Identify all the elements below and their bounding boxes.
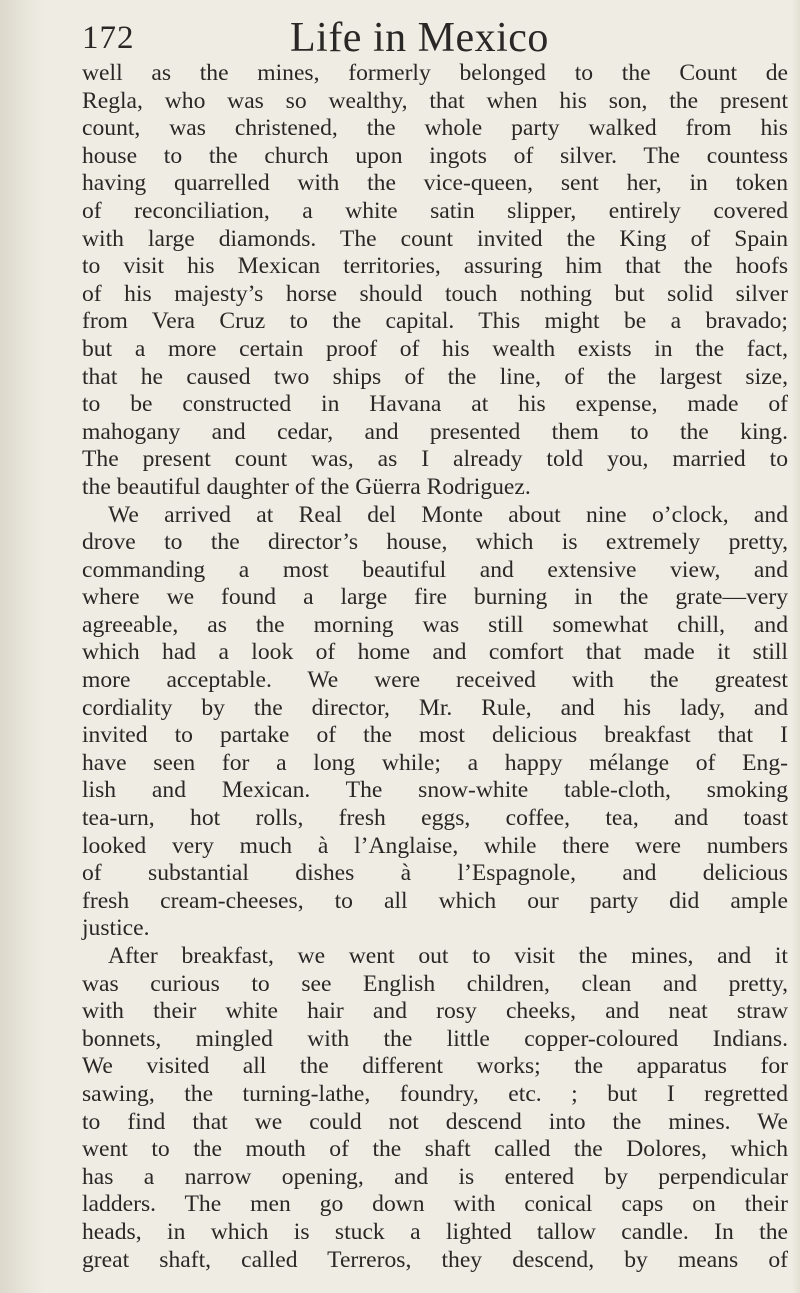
paragraph-start-line: After breakfast, we went out to visit the mines, and it: [108, 943, 788, 969]
text-line: house to the church upon ingots of silver. The countess: [82, 142, 788, 169]
text-line: to find that we could not descend into the mines. We: [82, 1108, 788, 1135]
text-line: well as the mines, formerly belonged to the Count de: [82, 60, 788, 86]
text-line: having quarrelled with the vice-queen, sent her, in token: [82, 170, 788, 197]
text-line: invited to partake of the most delicious breakfast that I: [82, 722, 788, 749]
text-line: agreeable, as the morning was still somewhat chill, and: [82, 611, 788, 638]
text-line: of substantial dishes à l’Espagnole, and delicious: [82, 860, 788, 887]
text-line: which had a look of home and comfort that made it still: [82, 639, 788, 666]
text-line: has a narrow opening, and is entered by perpendicular: [82, 1163, 788, 1190]
text-line: where we found a large fire burning in the grate—very: [82, 584, 788, 611]
text-line: bonnets, mingled with the little copper-coloured Indians.: [82, 1025, 788, 1052]
text-line: have seen for a long while; a happy mélange of Eng-: [82, 749, 788, 776]
text-line: with large diamonds. The count invited the King of Spain: [82, 225, 788, 252]
text-line: tea-urn, hot rolls, fresh eggs, coffee, tea, and toast: [82, 805, 788, 832]
text-line: looked very much à l’Anglaise, while there were numbers: [82, 832, 788, 859]
text-line: lish and Mexican. The snow-white table-cloth, smoking: [82, 777, 788, 804]
text-line: of his majesty’s horse should touch nothing but solid silver: [82, 280, 788, 307]
text-line: ladders. The men go down with conical caps on their: [82, 1191, 788, 1218]
text-line: to visit his Mexican territories, assuring him that the hoofs: [82, 253, 788, 280]
text-line: mahogany and cedar, and presented them to the king.: [82, 418, 788, 445]
text-line: count, was christened, the whole party walked from his: [82, 115, 788, 142]
paragraph-end-line: justice.: [82, 915, 150, 942]
page-edge-shadow: [0, 0, 46, 1293]
text-line: We visited all the different works; the apparatus for: [82, 1053, 788, 1080]
text-line: with their white hair and rosy cheeks, and neat straw: [82, 998, 788, 1025]
text-line: Regla, who was so wealthy, that when his son, the present: [82, 87, 788, 114]
text-line: was curious to see English children, clean and pretty,: [82, 970, 788, 997]
page-header: [82, 14, 782, 62]
text-line: that he caused two ships of the line, of the largest size,: [82, 363, 788, 390]
text-line: commanding a most beautiful and extensive view, and: [82, 556, 788, 583]
text-line: went to the mouth of the shaft called the Dolores, which: [82, 1136, 788, 1163]
text-line: more acceptable. We were received with the greatest: [82, 667, 788, 694]
text-line: from Vera Cruz to the capital. This might be a bravado;: [82, 308, 788, 335]
text-line: heads, in which is stuck a lighted tallow candle. In the: [82, 1218, 788, 1245]
text-line: drove to the director’s house, which is extremely pretty,: [82, 529, 788, 556]
page-edge-shadow-right: [792, 0, 800, 1293]
text-line: of reconciliation, a white satin slipper, entirely covered: [82, 197, 788, 224]
running-title: Life in Mexico: [290, 15, 549, 61]
text-line: The present count was, as I already told you, married to: [82, 446, 788, 473]
text-line: great shaft, called Terreros, they descend, by means of: [82, 1246, 788, 1273]
text-line: but a more certain proof of his wealth exists in the fact,: [82, 335, 788, 362]
paragraph-end-line: the beautiful daughter of the Güerra Rodriguez.: [82, 473, 531, 500]
text-line: fresh cream-cheeses, to all which our party did ample: [82, 887, 788, 914]
text-line: cordiality by the director, Mr. Rule, and his lady, and: [82, 694, 788, 721]
paragraph-start-line: We arrived at Real del Monte about nine o’clock, and: [108, 501, 788, 528]
page-number: 172: [82, 20, 135, 56]
text-line: to be constructed in Havana at his expense, made of: [82, 391, 788, 418]
body-text: [82, 60, 788, 1274]
text-line: sawing, the turning-lathe, foundry, etc. ; but I regretted: [82, 1080, 788, 1107]
